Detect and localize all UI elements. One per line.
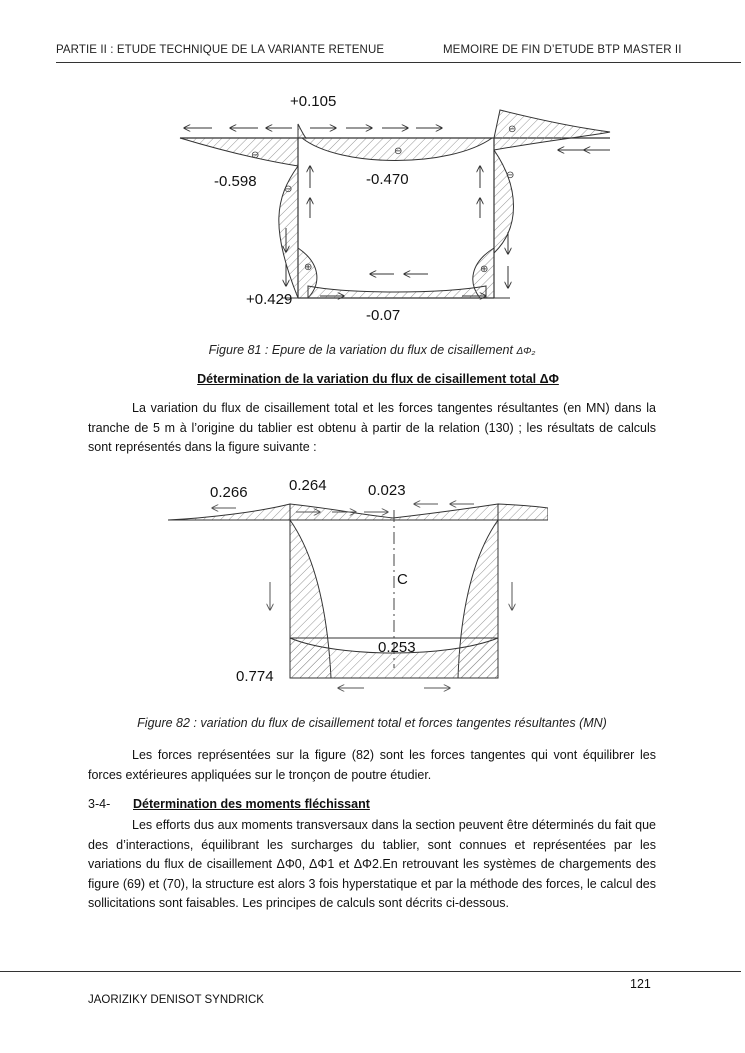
figure-81 <box>170 88 620 328</box>
minus-sign: ⊖ <box>508 124 517 135</box>
running-header-right: MEMOIRE DE FIN D’ETUDE BTP MASTER II <box>443 44 682 56</box>
label-bottom: 0.253 <box>378 639 416 656</box>
section-number: 3-4- <box>88 797 111 811</box>
footer-rule <box>0 971 741 972</box>
running-header-left: PARTIE II : ETUDE TECHNIQUE DE LA VARIANTE RETENUE <box>56 44 385 56</box>
label-top-right: 0.023 <box>368 482 406 499</box>
footer-author: JAORIZIKY DENISOT SYNDRICK <box>88 994 264 1006</box>
label-bottom-left: 0.774 <box>236 668 274 685</box>
figure-82 <box>168 470 548 700</box>
minus-sign: ⊖ <box>394 146 403 157</box>
paragraph-2: Les forces représentées sur la figure (82) sont les forces tangentes qui vont équilibrer les forces extérieures appliquées sur le tronçon de poutre étudier. <box>88 748 656 782</box>
minus-sign: ⊖ <box>506 170 515 181</box>
header-rule <box>56 62 741 63</box>
minus-sign: ⊖ <box>251 150 260 161</box>
label-top: +0.105 <box>290 93 337 110</box>
label-top-mid: 0.264 <box>289 477 327 494</box>
label-centroid: C <box>397 571 408 588</box>
plus-sign: ⊕ <box>304 262 313 273</box>
section-title: Détermination des moments fléchissant <box>133 797 370 811</box>
label-left: 0.266 <box>210 484 248 501</box>
figure-81-caption-text: Figure 81 : Epure de la variation du flux de cisaillement <box>208 343 517 357</box>
flux-diagram-82 <box>168 504 548 688</box>
section-paragraph: Les efforts dus aux moments transversaux dans la section peuvent être déterminés du fait que des d’interactions, équilibrant les surcharges du tablier, sont connues et représentées par les variations du flux de cisaillement ΔΦ0, ΔΦ1 et ΔΦ2.En retrouvant les systèmes de chargements des figure (69) et (70), la structure est alors 3 fois hyperstatique et par la méthode des forces, le calcul des sollicitations sont faisables. Les principes de calculs sont décrits ci-dessous. <box>88 818 656 910</box>
page-number: 121 <box>630 977 651 991</box>
label-left: -0.598 <box>214 173 257 190</box>
figure-81-caption-symbol: ΔΦ₂ <box>516 346 536 357</box>
label-center: -0.470 <box>366 171 409 188</box>
minus-sign: ⊖ <box>284 184 293 195</box>
paragraph-1: La variation du flux de cisaillement total et les forces tangentes résultantes (en MN) dans la tranche de 5 m à l’origine du tablier est obtenu à partir de la relation (130) ; les résultats de calculs sont représentés dans la figure suivante : <box>88 401 656 454</box>
subsection-title: Détermination de la variation du flux de cisaillement total ΔΦ <box>197 372 559 386</box>
label-bottom: -0.07 <box>366 307 401 324</box>
figure-82-caption: Figure 82 : variation du flux de cisaillement total et forces tangentes résultantes (MN) <box>137 716 607 730</box>
label-bottom-left: +0.429 <box>246 291 293 308</box>
flux-diagram-81 <box>180 110 610 298</box>
figure-81-caption <box>88 343 656 357</box>
plus-sign: ⊕ <box>480 264 489 275</box>
